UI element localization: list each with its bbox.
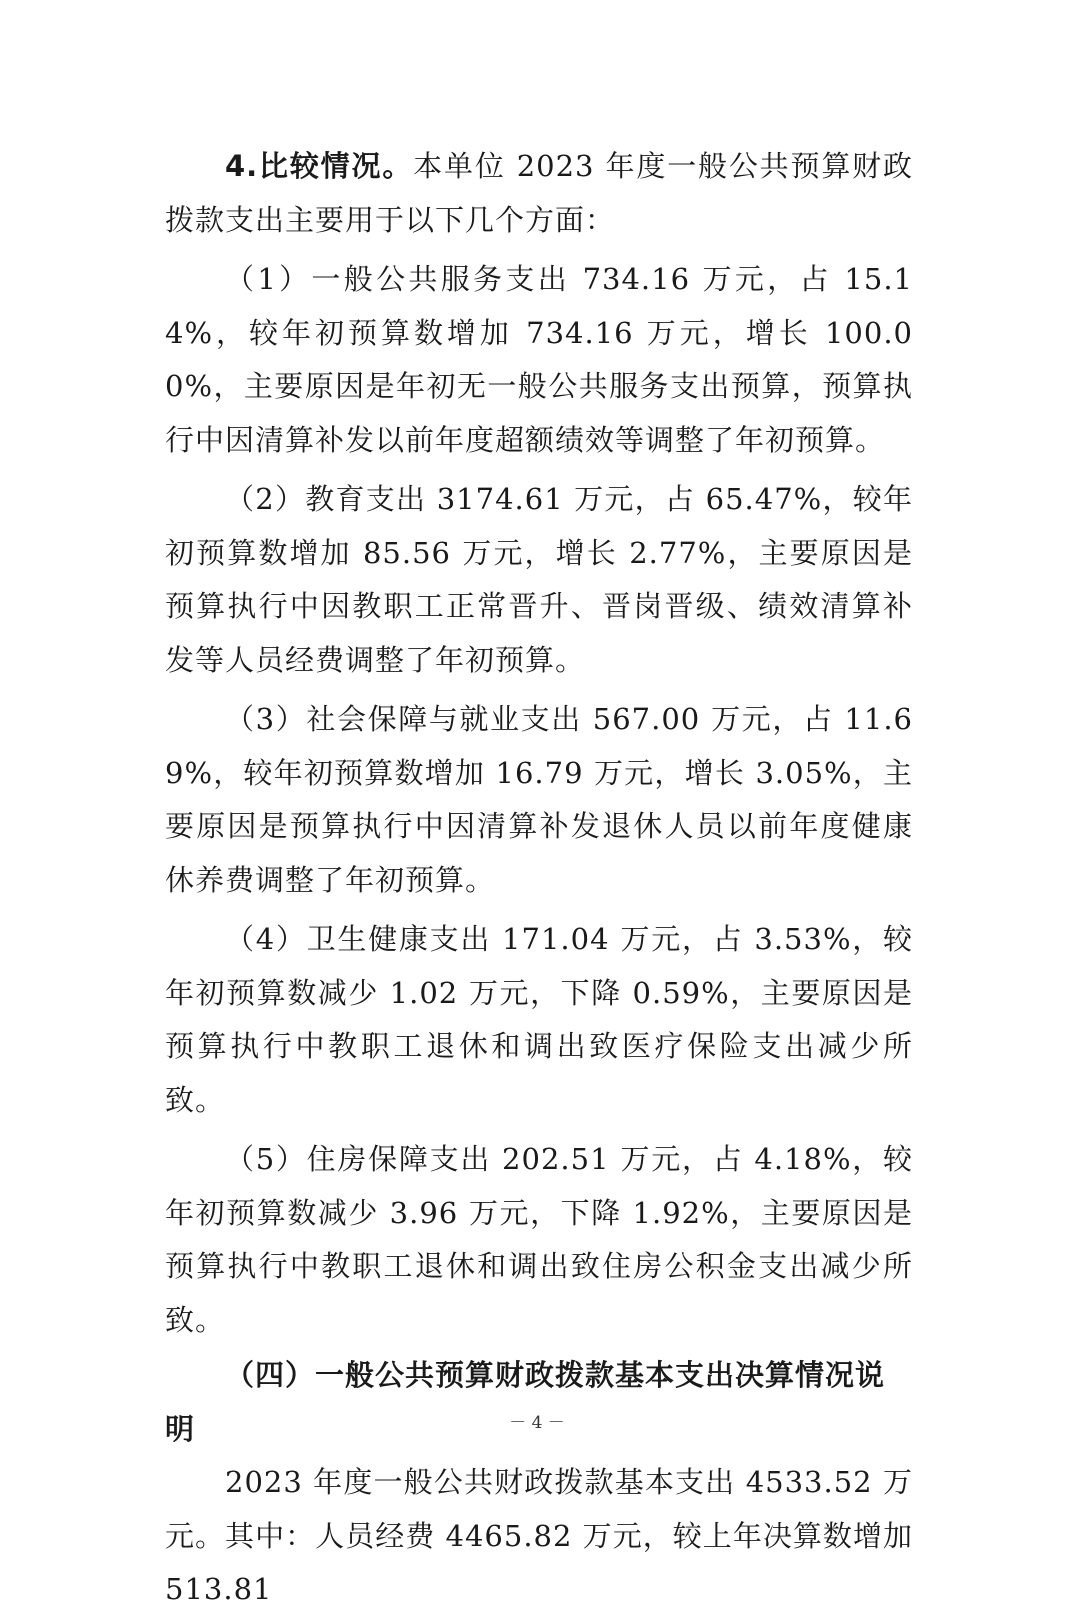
item-education: （2）教育支出 3174.61 万元，占 65.47%，较年初预算数增加 85.56 万元，增长 2.77%，主要原因是预算执行中因教职工正常晋升、晋岗晋级、绩效清算补发等人员经费调整了年初预算。 (165, 482, 913, 677)
item-social-security: （3）社会保障与就业支出 567.00 万元，占 11.69%，较年初预算数增加 16.79 万元，增长 3.05%，主要原因是预算执行中因清算补发退休人员以前年度健康休养费调整了年初预算。 (165, 702, 913, 897)
comparison-text: 本单位 2023 年度一般公共预算财政拨款支出主要用于以下几个方面： (165, 149, 913, 237)
page-number: － 4 － (509, 1413, 565, 1433)
item-health: （4）卫生健康支出 171.04 万元，占 3.53%，较年初预算数减少 1.02 万元，下降 0.59%，主要原因是预算执行中教职工退休和调出致医疗保险支出减少所致。 (165, 922, 913, 1117)
comparison-paragraph (165, 140, 913, 247)
section-heading-4: （四）一般公共预算财政拨款基本支出决算情况说明 (165, 1358, 886, 1446)
item-general-public-services: （1）一般公共服务支出 734.16 万元，占 15.14%，较年初预算数增加 734.16 万元，增长 100.00%，主要原因是年初无一般公共服务支出预算，预算执行中因清算补发以前年度超额绩效等调整了年初预算。 (165, 262, 913, 457)
document-body (165, 140, 913, 1617)
closing-paragraph: 2023 年度一般公共财政拨款基本支出 4533.52 万元。其中：人员经费 4465.82 万元，较上年决算数增加 513.81 (165, 1465, 913, 1606)
comparison-lead: 4.比较情况。 (225, 149, 414, 183)
item-housing: （5）住房保障支出 202.51 万元，占 4.18%，较年初预算数减少 3.96 万元，下降 1.92%，主要原因是预算执行中教职工退休和调出致住房公积金支出减少所致。 (165, 1142, 913, 1337)
